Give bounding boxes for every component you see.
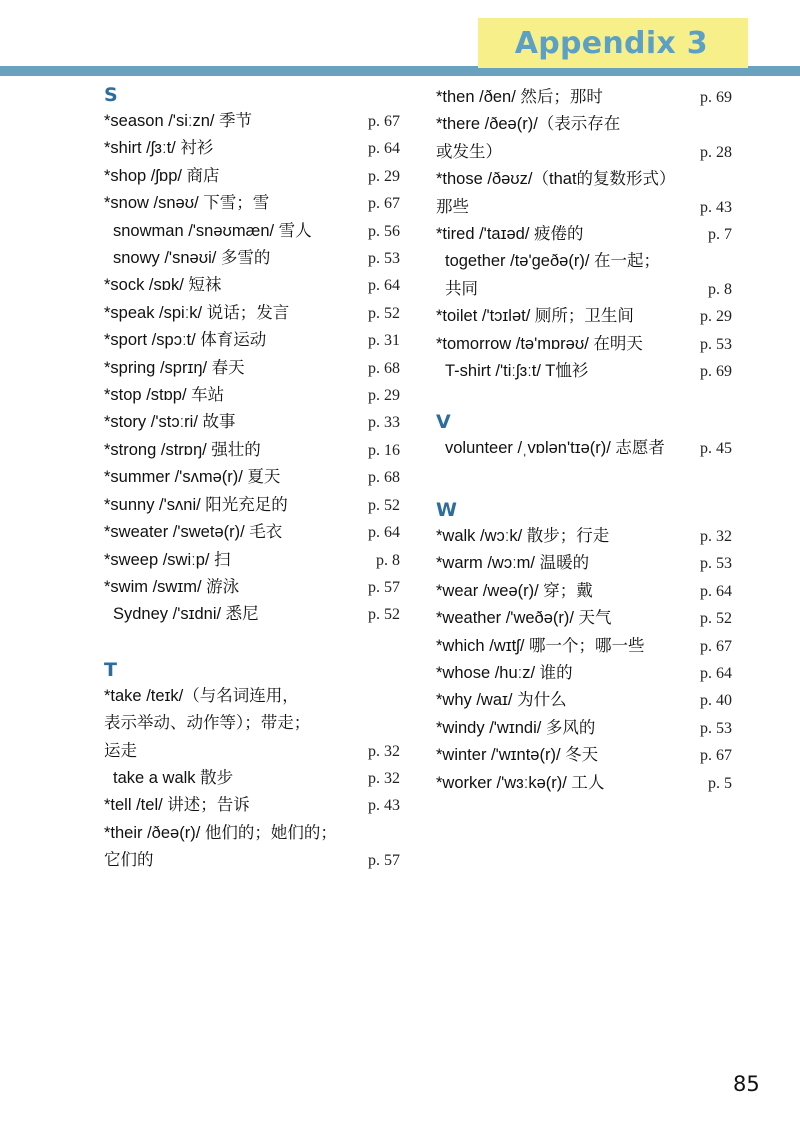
glossary-entry (436, 578, 732, 605)
page-reference: p. 43 (700, 198, 732, 216)
page-reference: p. 52 (368, 304, 400, 322)
glossary-entry (104, 574, 400, 601)
page-reference: p. 64 (700, 582, 732, 600)
entry-text: 或发生） (436, 142, 502, 161)
glossary-entry (104, 355, 400, 382)
page-reference: p. 52 (368, 496, 400, 514)
page-reference: p. 53 (700, 335, 732, 353)
page-reference: p. 8 (376, 551, 400, 569)
glossary-entry (104, 218, 400, 245)
left-column (104, 84, 400, 875)
entry-text: *sport /spɔːt/ 体育运动 (104, 331, 267, 350)
glossary-entry (104, 327, 400, 354)
section-continued (436, 84, 732, 385)
page-reference: p. 29 (700, 308, 732, 326)
page-reference: p. 40 (700, 692, 732, 710)
page-title: Appendix 3 (514, 25, 708, 61)
glossary-entry (104, 245, 400, 272)
entry-text: *weather /'weðə(r)/ 天气 (436, 609, 612, 628)
page-reference: p. 29 (368, 167, 400, 185)
glossary-entry (104, 300, 400, 327)
section-w (436, 499, 732, 797)
glossary-entry (104, 683, 400, 765)
entry-text: *summer /'sʌmə(r)/ 夏天 (104, 468, 281, 487)
entry-text: *season /'siːzn/ 季节 (104, 112, 253, 130)
entry-text: Sydney /'sɪdni/ 悉尼 (113, 605, 259, 624)
page-reference: p. 57 (368, 578, 400, 596)
glossary-entry (104, 135, 400, 162)
entry-text: take a walk 散步 (113, 768, 234, 787)
page-reference: p. 53 (700, 719, 732, 737)
glossary-entry (436, 742, 732, 769)
page-reference: p. 45 (700, 440, 732, 458)
page-reference: p. 52 (700, 610, 732, 628)
page-reference: p. 68 (368, 359, 400, 377)
glossary-entry (104, 792, 400, 819)
page-reference: p. 67 (368, 113, 400, 130)
glossary-entry (436, 715, 732, 742)
glossary-entry (104, 108, 400, 135)
glossary-entry (436, 550, 732, 577)
entry-text: *sock /sɒk/ 短袜 (104, 276, 222, 295)
right-column (436, 84, 732, 797)
entry-text: *speak /spiːk/ 说话；发言 (104, 303, 290, 322)
entry-text: *whose /huːz/ 谁的 (436, 663, 573, 682)
page-reference: p. 8 (708, 280, 732, 298)
entry-text: *take /teɪk/（与名词连用， (104, 686, 299, 705)
entry-text: T-shirt /'tiːʃɜːt/ T恤衫 (445, 362, 589, 381)
glossary-entry (436, 358, 732, 385)
appendix-title-box (478, 18, 748, 68)
page-reference: p. 29 (368, 387, 400, 405)
glossary-entry (104, 820, 400, 875)
page-reference: p. 69 (700, 89, 732, 106)
entry-text: 它们的 (104, 851, 154, 870)
page-reference: p. 5 (708, 774, 732, 792)
page-reference: p. 68 (368, 469, 400, 487)
entry-text: *spring /sprɪŋ/ 春天 (104, 358, 245, 377)
glossary-entry (104, 464, 400, 491)
glossary-entry (436, 221, 732, 248)
glossary-entry (104, 163, 400, 190)
entry-text: *walk /wɔːk/ 散步；行走 (436, 526, 610, 545)
page-reference: p. 53 (368, 250, 400, 268)
entry-text: 运走 (104, 741, 137, 760)
glossary-entry (104, 547, 400, 574)
entry-text: *stop /stɒp/ 车站 (104, 386, 225, 405)
entry-text: 那些 (436, 197, 469, 216)
entry-text: *swim /swɪm/ 游泳 (104, 577, 240, 596)
glossary-entry (104, 382, 400, 409)
page-reference: p. 56 (368, 222, 400, 240)
entry-text: 共同 (445, 279, 478, 298)
glossary-entry (436, 111, 732, 166)
section-letter: V (436, 411, 451, 434)
glossary-entry (104, 601, 400, 628)
page-reference: p. 32 (368, 742, 400, 760)
page-reference: p. 57 (368, 852, 400, 870)
section-s (104, 84, 400, 629)
page-reference: p. 31 (368, 332, 400, 350)
glossary-entry (436, 84, 732, 111)
entry-text: *tomorrow /tə'mɒrəʊ/ 在明天 (436, 334, 643, 353)
entry-text: *tell /tel/ 讲述；告诉 (104, 796, 250, 815)
glossary-entry (436, 166, 732, 221)
page-number: 85 (733, 1072, 760, 1096)
page-reference: p. 67 (700, 747, 732, 765)
entry-text: snowman /'snəʊmæn/ 雪人 (113, 221, 312, 240)
entry-text: *toilet /'tɔɪlət/ 厕所；卫生间 (436, 307, 634, 326)
glossary-entry (436, 331, 732, 358)
page-reference: p. 69 (700, 363, 732, 381)
entry-text: *sweep /swiːp/ 扫 (104, 550, 231, 569)
entry-text: *there /ðeə(r)/（表示存在 (436, 115, 621, 134)
entry-text: *why /waɪ/ 为什么 (436, 691, 567, 710)
entry-text: *sunny /'sʌni/ 阳光充足的 (104, 495, 288, 514)
entry-text: snowy /'snəʊi/ 多雪的 (113, 249, 271, 268)
page-reference: p. 64 (700, 664, 732, 682)
glossary-entry (436, 687, 732, 714)
entry-text: *sweater /'swetə(r)/ 毛衣 (104, 523, 283, 542)
page-reference: p. 16 (368, 441, 400, 459)
entry-text: *strong /strɒŋ/ 强壮的 (104, 440, 261, 459)
page-reference: p. 33 (368, 414, 400, 432)
entry-text: *windy /'wɪndi/ 多风的 (436, 718, 596, 737)
entry-text: *winter /'wɪntə(r)/ 冬天 (436, 746, 599, 765)
entry-text: *story /'stɔːri/ 故事 (104, 413, 236, 432)
glossary-entry (104, 190, 400, 217)
entry-text: *snow /snəʊ/ 下雪；雪 (104, 194, 270, 213)
section-letter: W (436, 498, 457, 521)
page-reference: p. 64 (368, 524, 400, 542)
page-reference: p. 64 (368, 140, 400, 158)
entry-text: 表示举动、动作等）；带走； (104, 714, 311, 733)
entry-text: *worker /'wɜːkə(r)/ 工人 (436, 773, 605, 792)
entry-text: together /tə'geðə(r)/ 在一起； (445, 252, 660, 271)
entry-text: *shirt /ʃɜːt/ 衬衫 (104, 139, 214, 158)
glossary-entry (104, 437, 400, 464)
page-reference: p. 43 (368, 797, 400, 815)
section-letter: S (104, 84, 118, 106)
glossary-entry (436, 770, 732, 797)
glossary-entry (436, 435, 732, 462)
glossary-entry (436, 248, 732, 303)
glossary-entry (436, 303, 732, 330)
page-reference: p. 32 (700, 527, 732, 545)
glossary-entry (436, 605, 732, 632)
glossary-entry (104, 409, 400, 436)
page-reference: p. 52 (368, 606, 400, 624)
glossary-entry (436, 523, 732, 550)
section-letter: T (104, 658, 117, 681)
page-reference: p. 64 (368, 277, 400, 295)
glossary-entry (436, 633, 732, 660)
entry-text: volunteer /ˌvɒlən'tɪə(r)/ 志愿者 (445, 439, 665, 458)
entry-text: *those /ðəʊz/（that的复数形式） (436, 170, 676, 189)
entry-text: *warm /wɔːm/ 温暖的 (436, 554, 590, 573)
glossary-entry (104, 519, 400, 546)
page-reference: p. 32 (368, 769, 400, 787)
glossary-entry (436, 660, 732, 687)
page-reference: p. 7 (708, 226, 732, 244)
entry-text: *wear /weə(r)/ 穿；戴 (436, 581, 593, 600)
entry-text: *shop /ʃɒp/ 商店 (104, 166, 220, 185)
glossary-entry (104, 765, 400, 792)
glossary-entry (104, 272, 400, 299)
entry-text: *tired /'taɪəd/ 疲倦的 (436, 225, 584, 244)
section-v (436, 411, 732, 462)
page-reference: p. 53 (700, 555, 732, 573)
glossary-entry (104, 492, 400, 519)
page-reference: p. 67 (700, 637, 732, 655)
section-t (104, 659, 400, 875)
page-reference: p. 67 (368, 195, 400, 213)
entry-text: *their /ðeə(r)/ 他们的；她们的； (104, 823, 337, 842)
entry-text: *then /ðen/ 然后；那时 (436, 88, 603, 106)
entry-text: *which /wɪtʃ/ 哪一个；哪一些 (436, 636, 645, 655)
page-reference: p. 28 (700, 143, 732, 161)
